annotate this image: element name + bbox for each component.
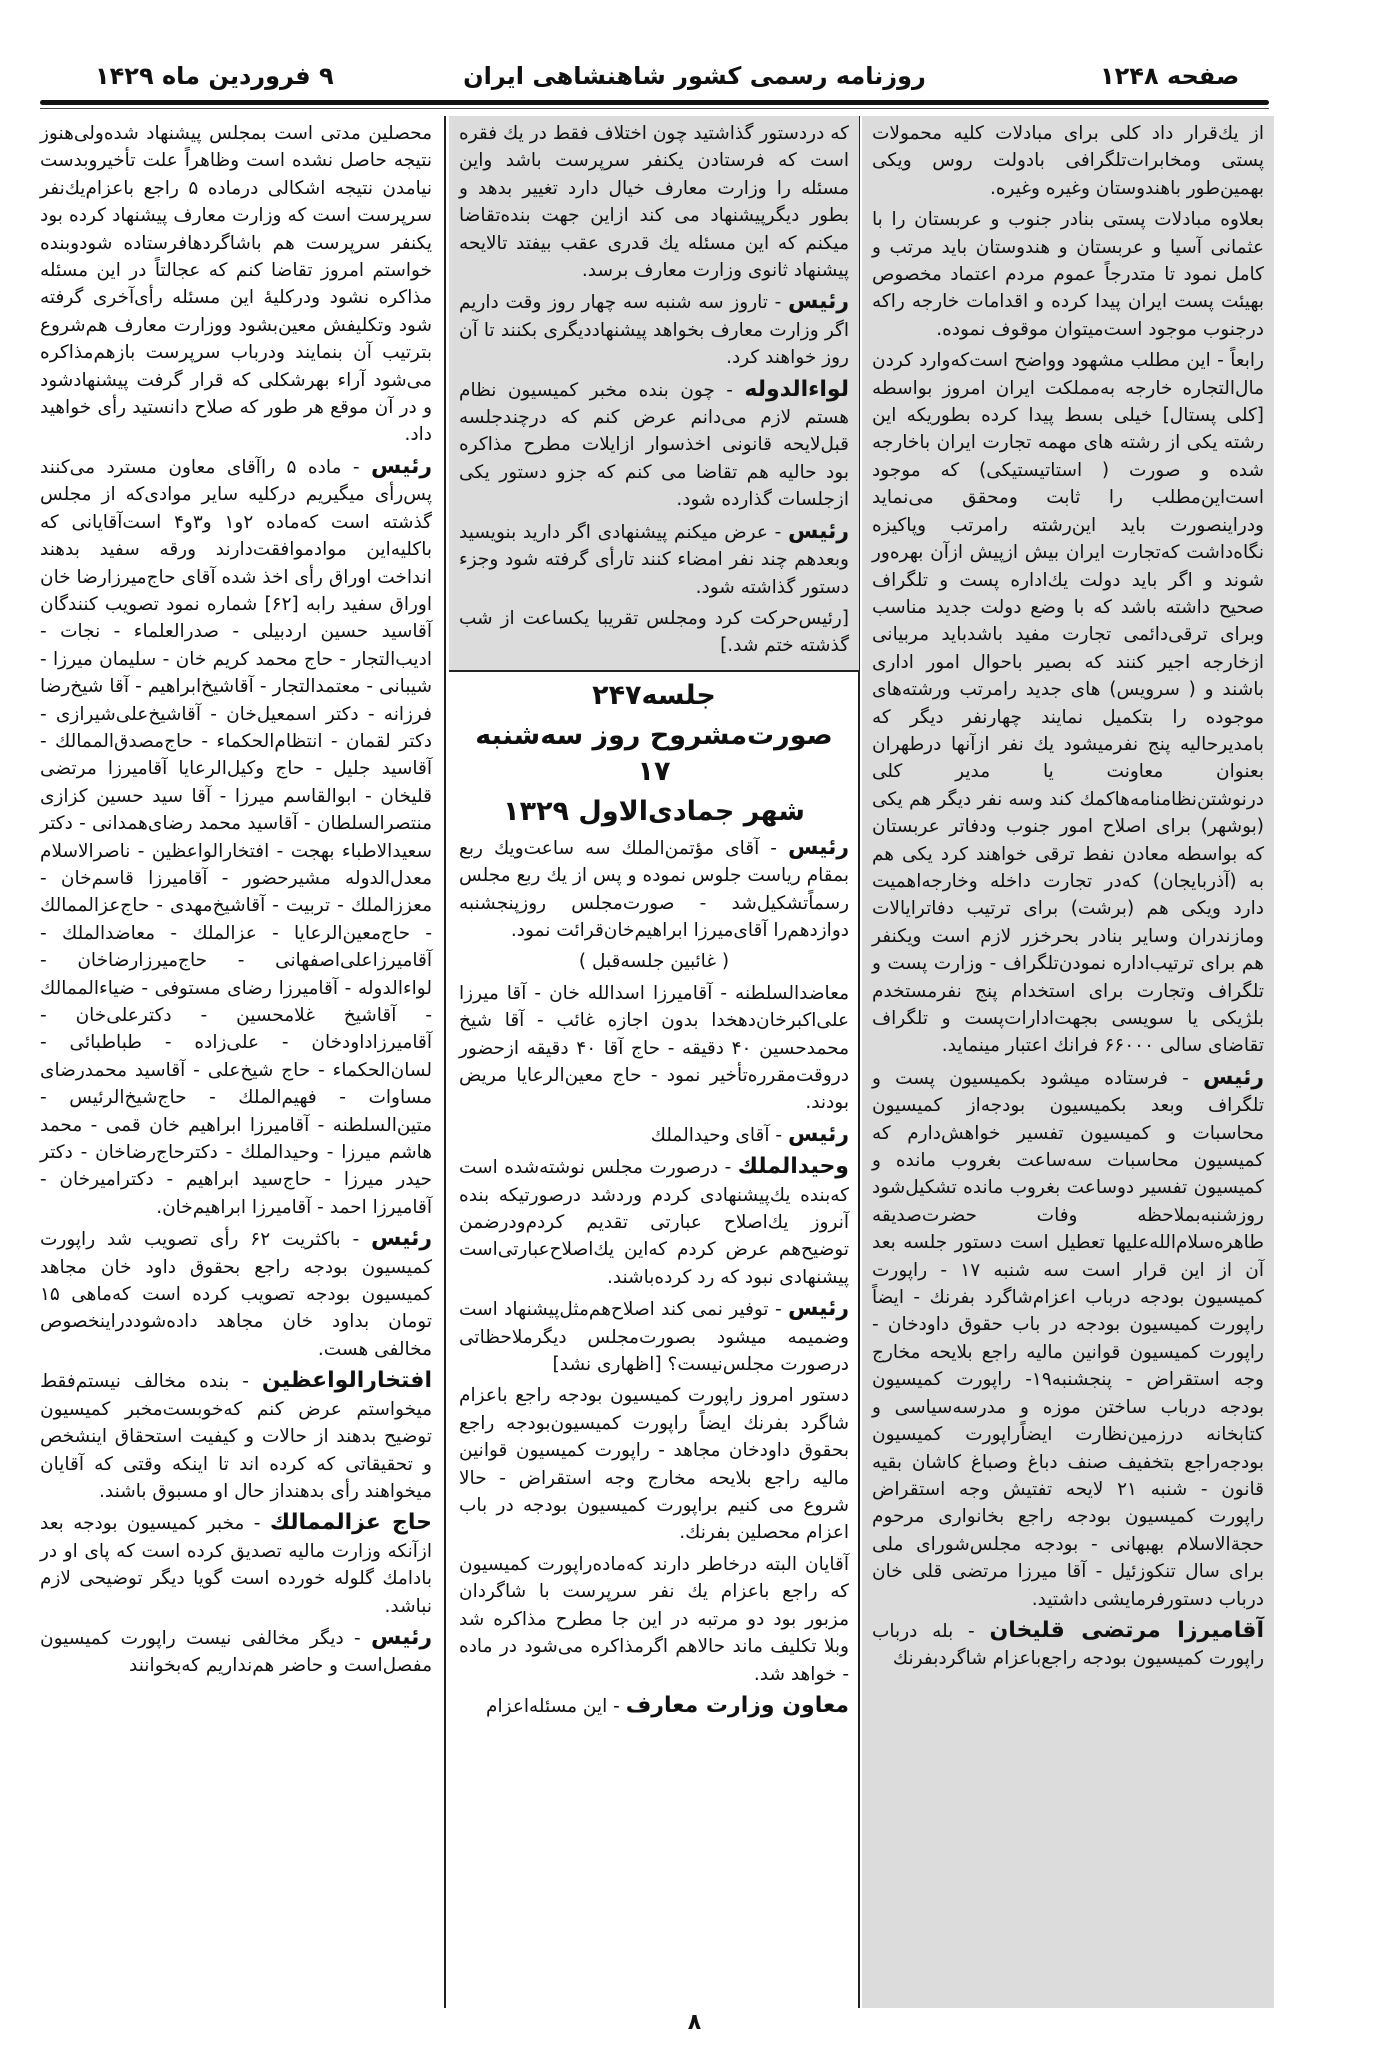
- paragraph: [40, 1225, 432, 1363]
- paragraph-text: [رئیس‌حركت كرد ومجلس تقریبا یكساعت از شب گذشته ختم شد.]: [459, 607, 849, 657]
- paragraph: [40, 1367, 432, 1505]
- speaker-name: حاج عزالممالك: [269, 1510, 433, 1536]
- column-right: [862, 116, 1274, 2008]
- paragraph-text: رابعاً - این مطلب مشهود وواضح است‌كه‌وارد كردن مال‌التجاره خارجه به‌مملكت ایران امروز بواسطه [كلی پستال] خیلی بسط پیدا كرده بطوریكه این رشته یكی از رشته های مهمه تجارت ایران باخارجه شده و صورت ( استاتیستیكی) كه موجود است‌این‌مطلب را ثابت ومحقق می‌نماید ودراینصورت باید این‌رشته رامرتب وپاكیزه نگاه‌داشت كه‌تجارت ایران بیش ازپیش ازآن بهره‌ور شوند و اگر باید دولت یك‌اداره پست و تلگراف صحیح داشته باشد كه با وضع دولت جدید مناسب وبرای ترقی‌دائمی تجارت مفید باشدباید مربیانی ازخارجه اجیر كنند كه بصیر باحوال امور اداری باشند و ( سرویس) های جدید رامرتب ورشته‌های موجوده را بتكمیل نمایند چهارنفر دیگر كه بامدیرحالیه پنج نفرمیشود یك نفر ازآنها درطهران بعنوان معاونت یا مدیر كلی درنوشتن‌نظامنامه‌هاكمك كند وسه نفر دیگر هم یكی (بوشهر) برای اصلاح امور جنوب ودفاتر عربستان كه بواسطه معادن نفط ترقی خواهند كرد یكی هم به (آذربایجان) كه‌در تجارت داخله وخارجه‌اهمیت دارد ویكی هم (برشت) برای ترتیب دفاترایالات ومازندران وسایر بنادر بحرخزر لازم است ویكنفر هم برای ترتیب‌اداره نمودن‌تلگراف - وزارت پست و تلگراف وتجارت برای استخدام پنج نفرمستخدم بلژیكی یا سویسی بجهت‌ادارات‌پست و تلگراف تقاضای سالی ۶۶۰۰۰ فرانك اعتبار مینماید.: [872, 350, 1264, 1057]
- paragraph-text: - بنده مخالف نیستم‌فقط میخواستم عرض كنم كه‌خوبست‌مخبر كمیسیون توضیح بدهند از حالات و كیفیت استحقاق اینشخص و تحقیقاتی كه كرده اند تا اینكه وقتی كه آقایان میخواهند رأی بدهنداز حال او مسبوق باشند.: [40, 1371, 432, 1502]
- column-left: [30, 116, 442, 2008]
- speaker-name: رئیس: [787, 834, 849, 860]
- paragraph: [459, 1295, 849, 1378]
- paragraph: [872, 120, 1264, 202]
- speaker-name: رئیس: [1202, 1064, 1264, 1090]
- paragraph-text: - مخبر كمیسیون بودجه بعد ازآنكه وزارت مالیه تصدیق كرده است كه پای او در بادامك گلوله خورده است گویا دیگر توضیحی لازم نباشد.: [40, 1513, 432, 1617]
- paragraph: [459, 980, 849, 1117]
- paragraph: [459, 288, 849, 371]
- paragraph: [459, 1153, 849, 1291]
- paragraph: [459, 1121, 849, 1149]
- issue-date: ۹ فروردین ماه ۱۴۲۹: [95, 62, 334, 90]
- header-rule: [40, 100, 1269, 105]
- paragraph: [872, 1064, 1264, 1613]
- paragraph-text: معاضدالسلطنه - آقامیرزا اسدالله خان - آقا میرزا علی‌اكبرخان‌دهخدا بدون اجازه غائب - آقا شیخ محمدحسین ۴۰ دقیقه - حاج آقا ۴۰ دقیقه ازحضور دروقت‌مقرره‌تأخیر نمود - حاج معین‌الرعایا مریض بودند.: [459, 982, 850, 1114]
- session-title-line2: شهر جمادی‌الاول ۱۳۲۹: [503, 795, 805, 827]
- paragraph-text: كه دردستور گذاشتید چون اختلاف فقط در یك فقره است كه فرستادن یكنفر سرپرست باشد واین مسئله را وزارت معارف خیال دارد تغییر بدهد و بطور دیگرپیشنهاد می كند ازاین جهت بنده‌تقاضا میكنم كه این مسئله یك قدری عقب بیفتد تالایحه پیشنهاد ثانوی وزارت معارف برسد.: [459, 123, 849, 282]
- newspaper-title: روزنامه رسمی كشور شاهنشاهی ایران: [463, 62, 926, 90]
- session-number: جلسه۲۴۷: [592, 679, 716, 711]
- paragraph: [40, 1624, 432, 1680]
- speaker-name: وحیدالملك: [737, 1154, 849, 1180]
- column-divider: [444, 116, 446, 2008]
- paragraph-text: - بله درباب راپورت كمیسیون بودجه راجع‌باعزام شاگردبفرنك: [872, 1620, 1264, 1670]
- speaker-name: رئیس: [787, 1296, 849, 1322]
- session-heading: [459, 678, 849, 830]
- paragraph-text: محصلین مدتی است بمجلس پیشنهاد شده‌ولی‌هنوز نتیجه حاصل نشده است وظاهراً علت تأخیروبدست نیامدن نتیجه اشكالی درماده ۵ راجع باعزام‌یك‌نفر سرپرست است كه وزارت معارف پیشنهاد كرده بود یكنفر سرپرست هم باشاگردهافرستاده شودوبنده خواستم امروز تقاضا كنم كه عجالتاً در این مسئله مذاكره نشود ودركلیهٔ این مسئله رأی‌آخری گرفته شود وتكلیفش معین‌بشود ووزارت معارف هم‌شروع بترتیب آن بنمایند ودرباب سرپرست بازهم‌مذاكره می‌شود آراء بهرشكلی كه قرار گرفت پیشنهادشود و در آن موقع هر طور كه صلاح دانستید رأی خواهید داد.: [40, 123, 432, 446]
- speaker-name: افتخارالواعظین: [261, 1368, 432, 1394]
- paragraph: [459, 1382, 849, 1546]
- paragraph-text: بعلاوه مبادلات پستی بنادر جنوب و عربستان را با عثمانی آسیا و عربستان و هندوستان باید مرتب و كامل نمود تا متدرجاً عموم مردم اعتماد مخصوص بهیئت پست ایران پیدا كرده و اقدامات خارجه راكه درجنوب موجود است‌میتوان موقوف نموده.: [872, 209, 1264, 340]
- paragraph-text: ( غائبین جلسه‌قبل ): [578, 951, 730, 973]
- paragraph-text: - این مسئله‌اعزام: [486, 1695, 626, 1717]
- speaker-name: رئیس: [787, 1121, 849, 1147]
- paragraph-text: - دیگر مخالفی نیست راپورت كمیسیون مفصل‌است و حاضر هم‌نداریم كه‌بخوانند: [40, 1627, 432, 1677]
- paragraph: [872, 347, 1264, 1060]
- paragraph-text: - باكثریت ۶۲ رأی تصویب شد راپورت كمیسیون بودجه راجع بحقوق داود خان مجاهد كمیسیون بودجه تصویب كرده است كه‌ماهی ۱۵ تومان بداود خان مجاهد داده‌شوددراینخصوص مخالفی هست.: [40, 1229, 432, 1360]
- paragraph: [459, 948, 849, 975]
- paragraph-text: از یك‌قرار داد كلی برای مبادلات كلیه محمولات پستی ومخابرات‌تلگرافی بادولت روس ویكی بهمین‌طور باهندوستان وغیره وغیره.: [872, 123, 1264, 199]
- speaker-name: آقامیرزا مرتضی قلیخان: [989, 1617, 1264, 1643]
- paragraph: [40, 1509, 432, 1620]
- paragraph-text: - درصورت مجلس نوشته‌شده است كه‌بنده یك‌پیشنهادی كردم وردشد درصورتیكه بنده آنروز یك‌اصلاح عبارتی تقدیم كردم‌ودرضمن توضیح‌هم عرض كردم كه‌این یك‌اصلاح‌عبارتی‌است پیشنهادی نبود كه رد كرده‌باشند.: [459, 1157, 849, 1288]
- paragraph: [872, 1617, 1264, 1673]
- speaker-name: رئیس: [371, 1226, 433, 1252]
- page-number: ۸: [687, 2010, 702, 2035]
- paragraph-text: آقایان البته درخاطر دارند كه‌ماده‌راپورت كمیسیون كه راجع باعزام یك نفر سرپرست با شاگردان مزبور بود دو مرتبه در این جا مطرح مذاكره شد وبلا تكلیف ماند حالاهم اگرمذاكره می‌شود در ماده - خواهد شد.: [459, 1553, 849, 1685]
- page-label: صفحه ۱۲۴۸: [1100, 62, 1240, 90]
- header-rule-thin: [40, 108, 1269, 109]
- column-middle: [449, 116, 859, 2008]
- session-title-line1: صورت‌مشروح روز سه‌شنبه ۱۷: [475, 719, 833, 787]
- session-minutes: [459, 834, 849, 1721]
- column-middle-shaded-block: [449, 116, 859, 672]
- paragraph-text: - آقای وحیدالملك: [650, 1124, 788, 1146]
- paragraph-text: - آقای مؤتمن‌الملك سه ساعت‌ویك ربع بمقام ریاست جلوس نموده و پس از یك ربع مجلس رسماًتشكیل‌شد - صورت‌مجلس روزپنجشنبه دوازدهم‌را آقای‌میرزا ابراهیم‌خان‌قرائت نمود.: [459, 837, 849, 941]
- paragraph-text: دستور امروز راپورت كمیسیون بودجه راجع باعزام شاگرد بفرنك ایضاً راپورت كمیسیون‌بودجه راجع بحقوق داودخان مجاهد - راپورت كمیسیون قوانین مالیه راجع بلایحه مخارج وجه استقراض - حالا شروع می كنیم براپورت كمیسیون بودجه در باب اعزام محصلین بفرنك.: [459, 1385, 849, 1544]
- paragraph: [459, 605, 849, 660]
- speaker-name: لواء‌الدوله: [744, 376, 849, 402]
- paragraph-text: - تاروز سه شنبه سه چهار روز وقت داریم اگر وزارت معارف بخواهد پیشنهاددیگری بكنند تا آن روز خواهند كرد.: [459, 292, 849, 369]
- paragraph: [459, 120, 849, 284]
- paragraph: [459, 834, 849, 945]
- paragraph: [459, 518, 849, 601]
- paragraph-text: - چون بنده مخبر كمیسیون نظام هستم لازم می‌دانم عرض كنم كه درچندجلسه قبل‌لایحه قانونی اخذسوار ازایلات مطرح مذاكره بود حالیه هم تقاضا می كنم كه جزو دستور یكی ازجلسات گذارده شود.: [459, 379, 849, 511]
- paragraph-text: - ماده ۵ راآقای معاون مسترد می‌كنند پس‌رأی میگیریم دركلیه سایر موادی‌كه از مجلس گذشته است كه‌ماده ۲و۱ و۳و۴ است‌آقایانی كه باكلیه‌این موادموافقت‌دارند ورقه سفید بدهند انداخت اوراق رأی اخذ شده آقای حاج‌میرزارضا خان اوراق سفید رابه [۶۲] شماره نمود تصویب كنندگان آقاسید حسین اردبیلی - صدرالعلماء - نجات - ادیب‌التجار - حاج محمد كریم خان - سلیمان میرزا - شیبانی - معتمدالتجار - آقاشیخ‌ابراهیم - آقا شیخ‌رضا فرزانه - دكتر اسمعیل‌خان - آقاشیخ‌علی‌شیرازی - دكتر لقمان - انتظام‌الحكماء - حاج‌مصدق‌الممالك - آقاسید جلیل - حاج وكیل‌الرعایا آقامیرزا مرتضی قلیخان - ابوالقاسم میرزا - آقا سید حسین كزازی منتصرالسلطان - آقاسید محمد رضای‌همدانی - دكتر سعیدالاطباء بهجت - افتخارالواعظین - ناصرالاسلام معدل‌الدوله مشیرحضور - آقامیرزا قاسم‌خان - معززالملك - تربیت - آقاشیخ‌مهدی - حاج‌عزالممالك - حاج‌معین‌الرعایا - عزالملك - معاضدالملك - آقامیرزاعلی‌اصفهانی - حاج‌میرزارضاخان - لواءالدوله - آقامیرزا رضای مستوفی - ضیاءالممالك - آقاشیخ غلامحسین - دكترعلی‌خان - آقامیرزاداودخان - علی‌زاده - طباطبائی - لسان‌الحكماء - حاج شیخ‌علی - آقاسید محمدرضای مساوات - فهیم‌الملك - حاج‌شیخ‌الرئیس - متین‌السلطنه - آقامیرزا ابراهیم خان قمی - محمد هاشم میرزا - وحیدالملك - دكترحاج‌رضاخان - دكتر حیدر میرزا - حاج‌سید ابراهیم - دكترامیرخان - آقامیرزا احمد - آقامیرزا ابراهیم‌خان.: [40, 456, 432, 1218]
- paragraph-text: - توفیر نمی كند اصلاح‌هم‌مثل‌پیشنهاد است وضمیمه میشود بصورت‌مجلس دیگرملاحظاتی درصورت مجلس‌نیست؟ [اظهاری نشد]: [459, 1299, 849, 1376]
- paragraph: [459, 1692, 849, 1720]
- paragraph: [872, 206, 1264, 343]
- paragraph: [40, 453, 432, 1221]
- paragraph: [459, 1551, 849, 1688]
- speaker-name: معاون وزارت معارف: [625, 1692, 849, 1718]
- speaker-name: رئیس: [370, 453, 432, 479]
- paragraph: [459, 376, 849, 514]
- paragraph-text: - فرستاده میشود بكمیسیون پست و تلگراف وبعد بكمیسیون بودجه‌از كمیسیون محاسبات و كمیسیون تفسیر خواهش‌دارم كه كمیسیون محاسبات سه‌ساعت بغروب مانده و كمیسیون تفسیر دوساعت بغروب مانده تشكیل‌شود روزشنبه‌بملاحظه وفات حضرت‌صدیقه طاهره‌سلام‌الله‌علیها تعطیل است دستور جلسه بعد آن از این قرار است سه شنبه ۱۷ - راپورت كمیسیون بودجه درباب اعزام‌شاگرد بفرنك - ایضاً راپورت كمیسیون بودجه در باب حقوق داودخان - راپورت كمیسیون قوانین مالیه راجع بلایحه مخارج وجه استقراض - پنجشنبه۱۹- راپورت كمیسیون بودجه درباب ساختن موزه و مدرسه‌سیاسی و كتابخانه درزمین‌نظارت ایضاً‌راپورت كمیسیون بودجه‌راجع بتخفیف صنف دباغ وصباغ كاشان بقیه قانون - شنبه ۲۱ لایحه تفتیش وجه استقراض راپورت كمیسیون بودجه راجع بخانواری مرحوم حجةالاسلام بهبهانی - بودجه مجلس‌شورای ملی برای سال تنكوزئیل - آقا میرزا مرتضی قلی خان درباب دستورفرمایشی داشتید.: [872, 1067, 1264, 1610]
- paragraph-text: - عرض میكنم پیشنهادی اگر دارید بنویسید وبعدهم چند نفر امضاء كنند تارأی گرفته شود وجزء دستور گذاشته شود.: [459, 521, 849, 598]
- speaker-name: رئیس: [787, 289, 849, 315]
- speaker-name: رئیس: [787, 518, 849, 544]
- paragraph: [40, 120, 432, 449]
- speaker-name: رئیس: [370, 1624, 432, 1650]
